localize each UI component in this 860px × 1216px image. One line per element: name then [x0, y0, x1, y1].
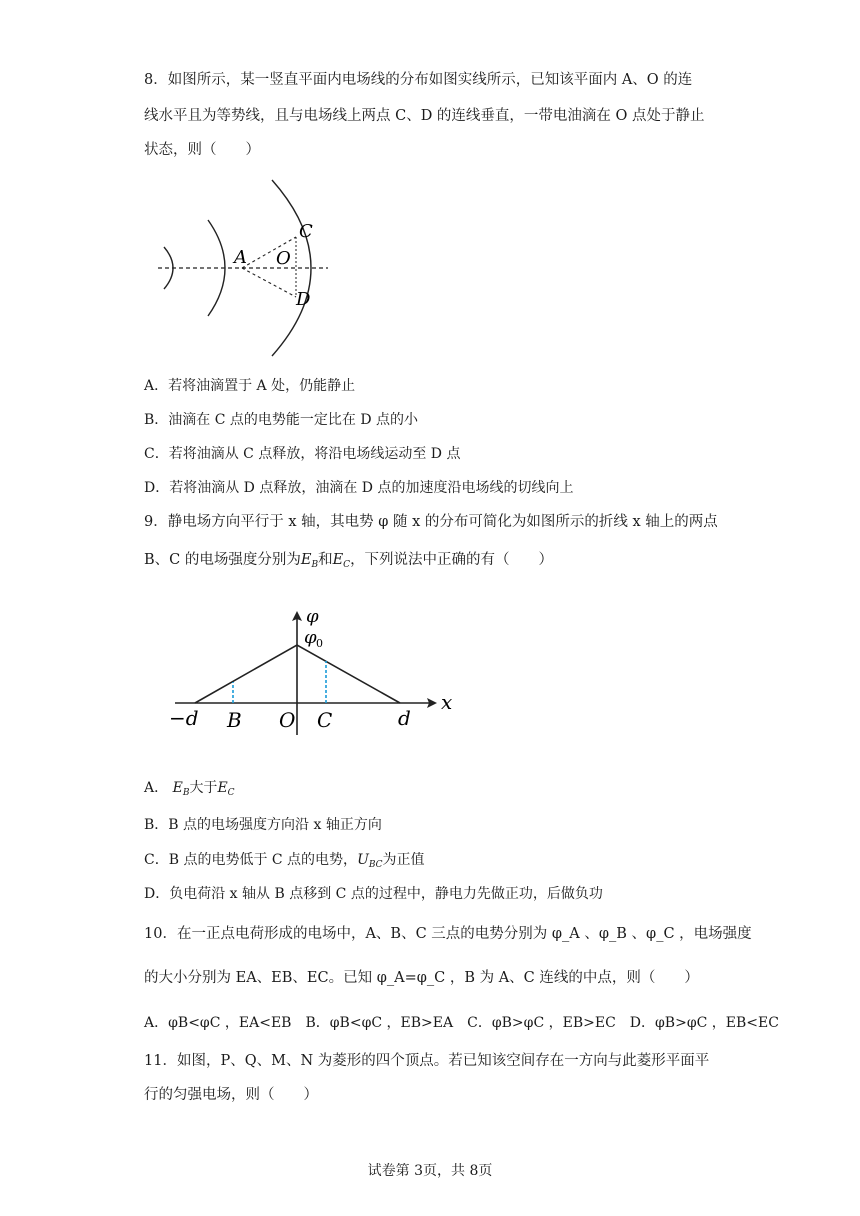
- q8-option-c: C．若将油滴从 C 点释放，将沿电场线运动至 D 点: [144, 446, 461, 462]
- q9-label-C: C: [317, 708, 333, 732]
- q10-options: A．φB<φC ，EA<EB B．φB<φC ，EB>EA C．φB>φC ，EB>EC D．φB>φC ，EB<EC: [144, 1015, 779, 1031]
- q8-stem-line1: 8．如图所示，某一竖直平面内电场线的分布如图实线所示，已知该平面内 A、O 的连: [144, 72, 693, 88]
- q9-label-phi0-sub: 0: [316, 637, 323, 650]
- q9-label-phi: φ: [306, 606, 319, 627]
- q9-label-O: O: [279, 708, 296, 732]
- q11-stem-line2: 行的匀强电场，则（ ）: [144, 1087, 318, 1103]
- q8-field-line-figure: [150, 175, 350, 365]
- page-footer: 试卷第 3页，共 8页: [367, 1163, 493, 1179]
- q8-label-O: O: [276, 248, 291, 269]
- q8-option-a: A．若将油滴置于 A 处，仍能静止: [144, 378, 356, 394]
- q10-stem-line2: 的大小分别为 EA、EB、EC。已知 φ_A=φ_C ，B 为 A、C 连线的中点，则（ ）: [144, 970, 699, 986]
- q9-label-neg-d: −d: [169, 706, 199, 730]
- q9-stem-line1: 9．静电场方向平行于 x 轴，其电势 φ 随 x 的分布可简化为如图所示的折线 x 轴上的两点: [144, 514, 718, 530]
- q9-stem-line2: B、C 的电场强度分别为$E_B$和$E_C$，下列说法中正确的有（ ）: [144, 552, 554, 570]
- q9-label-x: x: [441, 690, 453, 714]
- q11-stem-line1: 11．如图，P、Q、M、N 为菱形的四个顶点。若已知该空间存在一方向与此菱形平面平: [144, 1053, 710, 1069]
- q8-option-d: D．若将油滴从 D 点释放，油滴在 D 点的加速度沿电场线的切线向上: [144, 480, 574, 496]
- q9-label-phi0: φ: [304, 627, 317, 648]
- q9-label-d: d: [398, 706, 411, 730]
- q8-option-b: B．油滴在 C 点的电势能一定比在 D 点的小: [144, 412, 419, 428]
- q9-option-c: C．B 点的电势低于 C 点的电势，$U_{BC}$为正值: [144, 852, 425, 870]
- q9-option-b: B．B 点的电场强度方向沿 x 轴正方向: [144, 817, 382, 833]
- q8-label-A: A: [234, 247, 247, 268]
- q8-label-D: D: [296, 289, 311, 310]
- q9-option-d: D．负电荷沿 x 轴从 B 点移到 C 点的过程中，静电力先做正功，后做负功: [144, 886, 603, 902]
- q8-stem-line3: 状态，则（ ）: [144, 142, 260, 158]
- q9-potential-graph: [165, 605, 465, 740]
- q9-label-B: B: [227, 708, 242, 732]
- q9-option-a: A． $E_B$大于$E_C$: [144, 780, 235, 798]
- q8-stem-line2: 线水平且为等势线，且与电场线上两点 C、D 的连线垂直，一带电油滴在 O 点处于静止: [144, 108, 705, 124]
- q10-stem-line1: 10．在一正点电荷形成的电场中，A、B、C 三点的电势分别为 φ_A 、φ_B 、φ_C ，电场强度: [144, 926, 752, 942]
- q8-dashed-AD: [242, 268, 296, 297]
- q8-label-C: C: [299, 221, 313, 242]
